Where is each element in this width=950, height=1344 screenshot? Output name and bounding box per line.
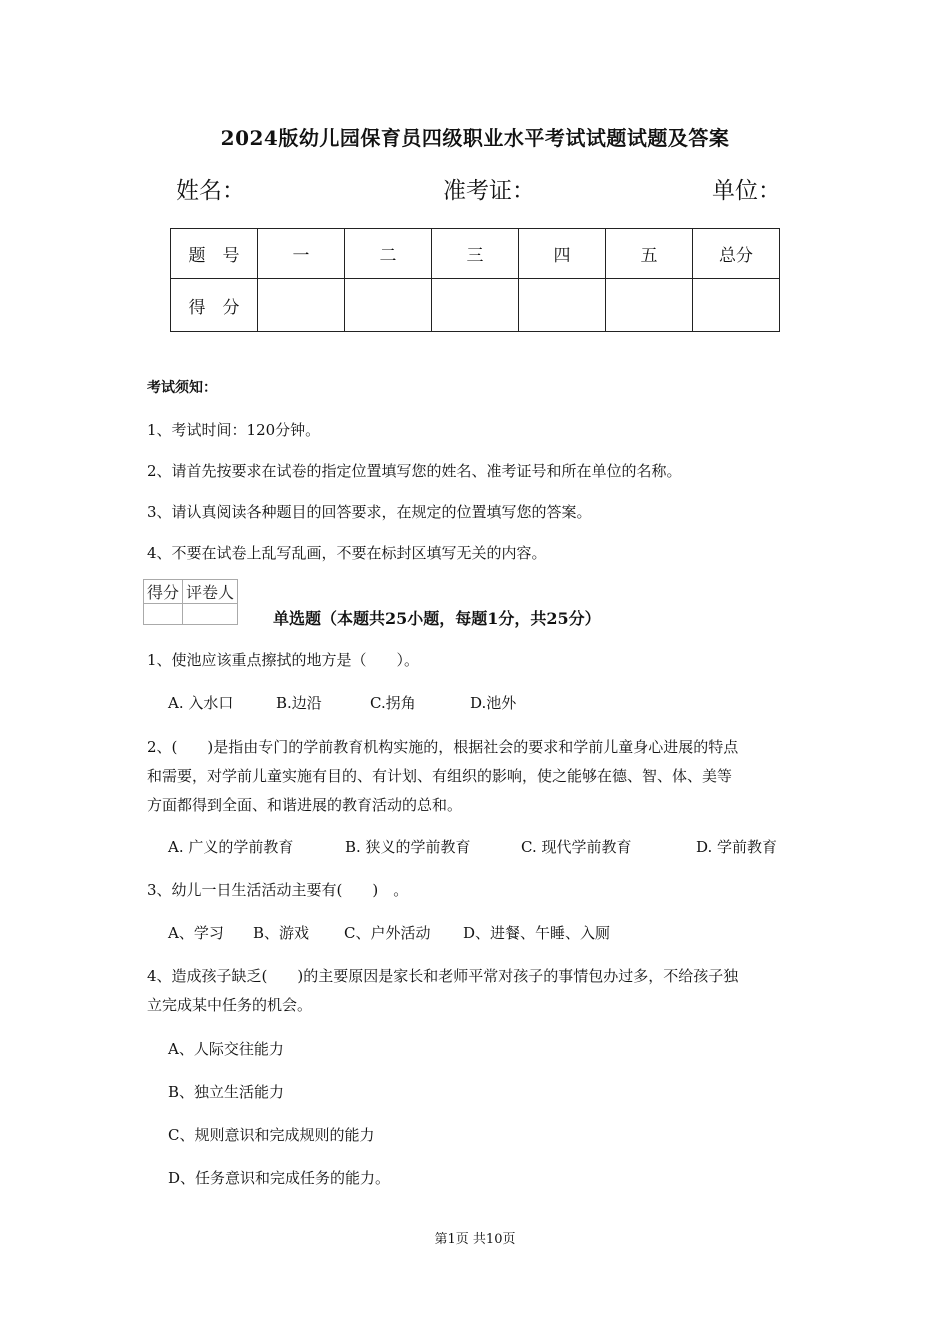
grader-name-cell[interactable] xyxy=(183,604,238,625)
exam-number-field-label: 准考证： xyxy=(443,178,535,204)
name-field-label: 姓名： xyxy=(176,178,245,204)
question-1-stem: 1、使池应该重点擦拭的地方是（ ）。 xyxy=(147,651,420,669)
question-3-option-b: B、游戏 xyxy=(253,924,310,942)
score-header-cell: 一 xyxy=(258,229,345,279)
grader-score-label: 得分 xyxy=(144,580,183,604)
question-2-option-d: D. 学前教育 xyxy=(696,838,778,856)
grader-name-label: 评卷人 xyxy=(183,580,238,604)
score-header-cell: 五 xyxy=(606,229,693,279)
score-header-cell: 二 xyxy=(345,229,432,279)
notice-item: 1、考试时间：120分钟。 xyxy=(147,421,321,439)
notice-item: 2、请首先按要求在试卷的指定位置填写您的姓名、准考证号和所在单位的名称。 xyxy=(147,462,682,480)
question-4-line: 4、造成孩子缺乏( )的主要原因是家长和老师平常对孩子的事情包办过多，不给孩子独 xyxy=(147,967,739,985)
page-footer: 第1页 共10页 xyxy=(434,1232,516,1247)
unit-field-label: 单位： xyxy=(712,178,781,204)
question-4-line: 立完成某中任务的机会。 xyxy=(147,996,313,1014)
notice-item: 4、不要在试卷上乱写乱画，不要在标封区填写无关的内容。 xyxy=(147,544,547,562)
question-3-option-c: C、户外活动 xyxy=(344,924,431,942)
document-title: 2024版幼儿园保育员四级职业水平考试试题试题及答案 xyxy=(220,126,730,150)
question-3-option-d: D、进餐、午睡、入厕 xyxy=(463,924,611,942)
grader-box xyxy=(143,579,238,625)
question-4-option-c: C、规则意识和完成规则的能力 xyxy=(168,1126,375,1144)
question-1-option-d: D.池外 xyxy=(470,694,517,712)
question-4-option-d: D、任务意识和完成任务的能力。 xyxy=(168,1169,391,1187)
question-3-option-a: A、学习 xyxy=(168,924,224,942)
score-cell-3[interactable] xyxy=(432,279,519,332)
score-cell-2[interactable] xyxy=(345,279,432,332)
score-cell-1[interactable] xyxy=(258,279,345,332)
question-2-line: 方面都得到全面、和谐进展的教育活动的总和。 xyxy=(147,796,463,814)
question-4-option-b: B、独立生活能力 xyxy=(168,1083,285,1101)
score-cell-5[interactable] xyxy=(606,279,693,332)
question-1-option-b: B.边沿 xyxy=(276,694,322,712)
section-title: 单选题（本题共25小题，每题1分，共25分） xyxy=(273,609,601,628)
question-1-option-a: A. 入水口 xyxy=(168,694,234,712)
grader-score-cell[interactable] xyxy=(144,604,183,625)
score-cell-4[interactable] xyxy=(519,279,606,332)
score-row-label: 得 分 xyxy=(171,279,258,332)
score-header-cell: 题 号 xyxy=(171,229,258,279)
notice-item: 3、请认真阅读各种题目的回答要求，在规定的位置填写您的答案。 xyxy=(147,503,592,521)
score-header-cell: 三 xyxy=(432,229,519,279)
question-2-option-c: C. 现代学前教育 xyxy=(521,838,632,856)
question-3-stem: 3、幼儿一日生活活动主要有( ) 。 xyxy=(147,881,409,899)
score-header-cell: 四 xyxy=(519,229,606,279)
question-2-line: 2、( )是指由专门的学前教育机构实施的，根据社会的要求和学前儿童身心进展的特点 xyxy=(147,738,739,756)
score-table xyxy=(170,228,780,332)
score-cell-total[interactable] xyxy=(693,279,780,332)
score-table-score-row xyxy=(171,279,780,332)
question-2-line: 和需要，对学前儿童实施有目的、有计划、有组织的影响，使之能够在德、智、体、美等 xyxy=(147,767,733,785)
score-table-header-row xyxy=(171,229,780,279)
question-1-option-c: C.拐角 xyxy=(370,694,416,712)
score-header-cell: 总分 xyxy=(693,229,780,279)
question-2-option-b: B. 狭义的学前教育 xyxy=(345,838,471,856)
notice-heading: 考试须知： xyxy=(147,380,217,396)
question-2-option-a: A. 广义的学前教育 xyxy=(168,838,294,856)
question-4-option-a: A、人际交往能力 xyxy=(168,1040,284,1058)
